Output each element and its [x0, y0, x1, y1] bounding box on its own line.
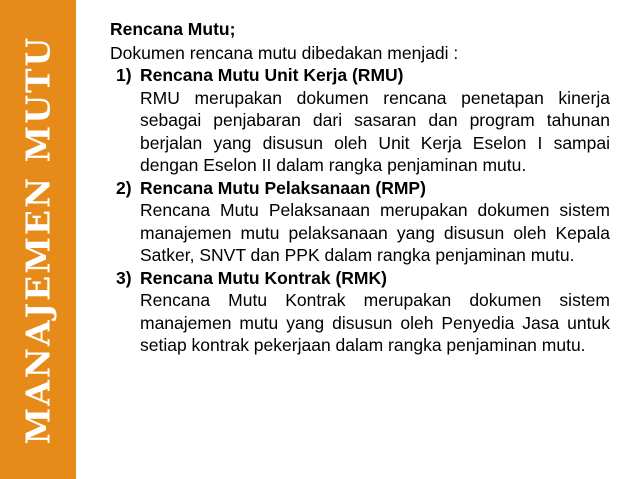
item-number: 3): [116, 267, 132, 288]
item-heading: [116, 64, 610, 87]
item-number: 1): [116, 65, 132, 85]
item-heading: [116, 267, 610, 290]
list-item-rmk: [116, 267, 610, 357]
item-title: Rencana Mutu Pelaksanaan (RMP): [140, 177, 426, 198]
item-heading: [116, 177, 610, 200]
item-description: Rencana Mutu Kontrak merupakan dokumen sistem manajemen mutu yang disusun oleh Penyedia Jasa untuk setiap kontrak pekerjaan dalam rangka penjaminan mutu.: [140, 290, 610, 355]
list-item-rmp: [116, 177, 610, 267]
slide-content: [110, 18, 610, 357]
item-description: Rencana Mutu Pelaksanaan merupakan dokumen sistem manajemen mutu pelaksanaan yang disusun oleh Kepala Satker, SNVT dan PPK dalam rangka penjaminan mutu.: [140, 200, 610, 265]
intro-text: Dokumen rencana mutu dibedakan menjadi :: [110, 42, 459, 63]
sidebar-title: MANAJEMEN MUTU: [18, 35, 58, 445]
item-title: Rencana Mutu Unit Kerja (RMU): [140, 65, 404, 85]
item-title: Rencana Mutu Kontrak (RMK): [140, 267, 387, 288]
item-description: RMU merupakan dokumen rencana penetapan kinerja sebagai penjabaran dari sasaran dan program tahunan berjalan yang disusun oleh Unit Kerja Eselon I sampai dengan Eselon II dalam rangka penjaminan mutu.: [140, 87, 610, 175]
list-item-rmu: [116, 64, 610, 177]
item-number: 2): [116, 177, 132, 198]
slide-heading: Rencana Mutu;: [110, 19, 236, 39]
sidebar: [0, 0, 76, 479]
